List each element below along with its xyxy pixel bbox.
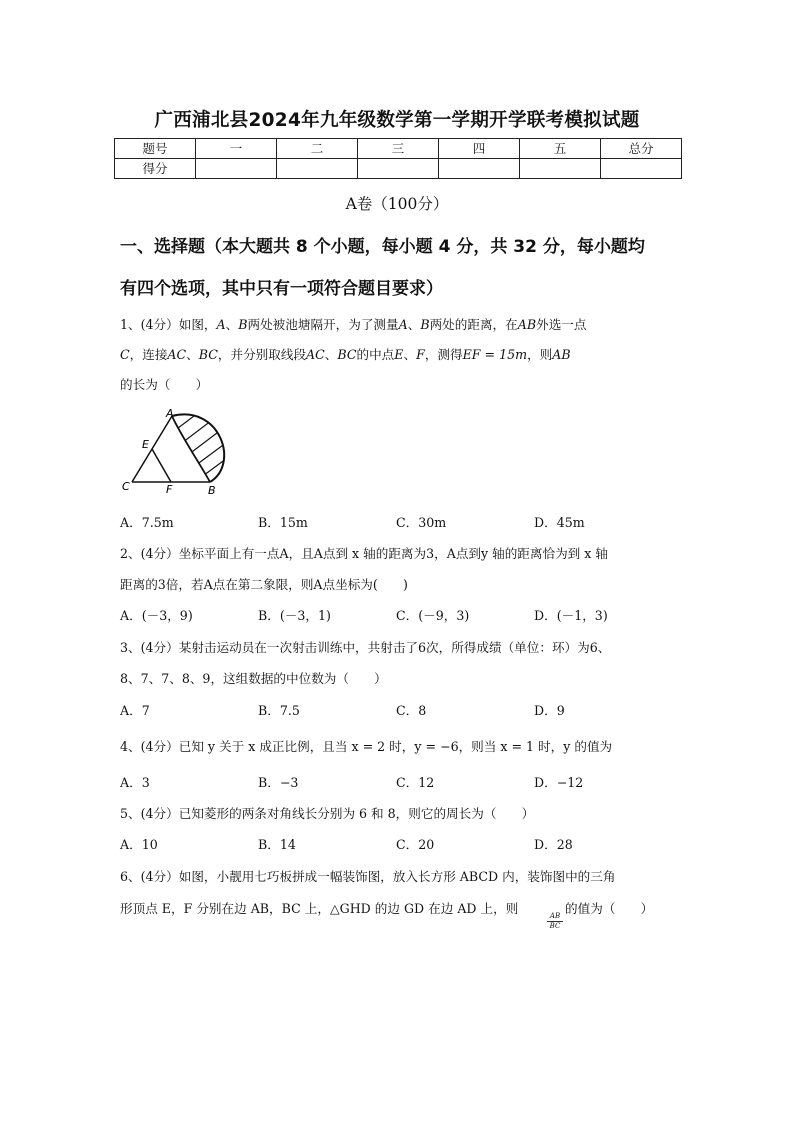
q1-var-A: A (398, 317, 408, 332)
q4-option-a[interactable]: A．3 (120, 775, 150, 790)
q5-option-d[interactable]: D．28 (534, 837, 573, 852)
score-header-cell: 四 (439, 139, 520, 159)
q2-line1: 2、(4分）坐标平面上有一点A，且A点到 x 轴的距离为3，A点到y 轴的距离恰为到 x 轴 (120, 546, 608, 561)
q1-text: 、 (403, 347, 417, 362)
score-header-cell: 一 (196, 139, 277, 159)
score-table (114, 138, 682, 179)
q5-option-b[interactable]: B．14 (258, 837, 296, 852)
q4-option-d[interactable]: D．−12 (534, 775, 584, 790)
q1-line1 (120, 314, 586, 333)
score-table-score-row (115, 159, 682, 179)
score-cell[interactable] (196, 159, 277, 179)
q1-var-AB: AB (517, 317, 537, 332)
q6-line2-end: 的值为（ ） (565, 901, 654, 916)
q1-var-A: A (216, 317, 226, 332)
score-row-label: 得分 (115, 159, 196, 179)
score-cell[interactable] (358, 159, 439, 179)
q6-fraction-numerator: AB (549, 912, 561, 920)
q1-text: 、 (324, 347, 338, 362)
q1-text: 、 (225, 317, 239, 332)
q1-text: 1、(4分）如图， (120, 317, 217, 332)
score-cell[interactable] (520, 159, 601, 179)
q1-text: 两处的距离，在 (429, 317, 518, 332)
q3-option-b[interactable]: B．7.5 (258, 703, 300, 718)
q5-line1: 5、(4分）已知菱形的两条对角线长分别为 6 和 8，则它的周长为（ ） (120, 806, 535, 821)
label-E: E (142, 438, 149, 451)
q1-text: 两处被池塘隔开，为了测量 (247, 317, 399, 332)
q4-option-b[interactable]: B．−3 (258, 775, 299, 790)
q1-var-AC: AC (306, 347, 325, 362)
q1-line3: 的长为（ ） (120, 377, 209, 392)
q1-option-c[interactable]: C．30m (396, 515, 447, 530)
q3-option-a[interactable]: A．7 (120, 703, 150, 718)
score-header-cell: 总分 (601, 139, 682, 159)
score-header-cell: 三 (358, 139, 439, 159)
q5-option-a[interactable]: A．10 (120, 837, 158, 852)
q1-figure (120, 404, 230, 496)
label-C: C (122, 480, 130, 493)
q4-line1: 4、(4分）已知 y 关于 x 成正比例，且当 x = 2 时，y = −6，则当 x = 1 时，y 的值为 (120, 739, 613, 754)
score-table-header-row (115, 139, 682, 159)
score-header-cell: 题号 (115, 139, 196, 159)
label-A: A (166, 407, 174, 420)
q3-option-d[interactable]: D．9 (534, 703, 565, 718)
q1-text: ，则 (527, 347, 553, 362)
score-cell[interactable] (277, 159, 358, 179)
q1-var-B: B (238, 317, 248, 332)
score-cell[interactable] (601, 159, 682, 179)
q1-line2 (120, 344, 571, 363)
q1-var-BC: BC (198, 347, 218, 362)
score-header-cell: 二 (277, 139, 358, 159)
q1-var-AC: AC (167, 347, 187, 362)
q1-measure: EF = 15m (462, 347, 528, 362)
q1-option-b[interactable]: B．15m (258, 515, 308, 530)
q5-option-c[interactable]: C．20 (396, 837, 435, 852)
q1-text: 外选一点 (536, 317, 587, 332)
q1-text: 、 (407, 317, 421, 332)
q1-var-E: E (394, 347, 404, 362)
q1-var-AB: AB (552, 347, 571, 362)
score-cell[interactable] (439, 159, 520, 179)
section-heading-line2: 有四个选项，其中只有一项符合题目要求） (120, 279, 443, 299)
q6-fraction (547, 912, 563, 931)
q1-option-d[interactable]: D．45m (534, 515, 585, 530)
q1-text: ，连接 (129, 347, 168, 362)
q3-line2: 8、7、7、8、9，这组数据的中位数为（ ） (120, 671, 387, 686)
q3-option-c[interactable]: C．8 (396, 703, 427, 718)
q6-line2: 形顶点 E，F 分别在边 AB，BC 上，△GHD 的边 GD 在边 AD 上，则 (120, 901, 519, 916)
segment-EF (152, 449, 171, 482)
q6-fraction-denominator: BC (547, 921, 563, 931)
pond-arc-outer (172, 414, 224, 482)
label-B: B (208, 484, 216, 496)
q2-option-b[interactable]: B．(－3，1) (258, 608, 331, 623)
q1-text: ，测得 (424, 347, 463, 362)
q4-option-c[interactable]: C．12 (396, 775, 435, 790)
q1-var-B: B (420, 317, 430, 332)
q2-option-a[interactable]: A．(－3，9) (120, 608, 193, 623)
volume-heading: A卷（100分） (345, 195, 449, 213)
page-title: 广西浦北县2024年九年级数学第一学期开学联考模拟试题 (154, 110, 640, 131)
label-F: F (166, 483, 173, 496)
q1-var-C: C (120, 347, 130, 362)
q3-line1: 3、(4分）某射击运动员在一次射击训练中，共射击了6次，所得成绩（单位：环）为6、 (120, 640, 611, 655)
q1-option-a[interactable]: A．7.5m (120, 515, 174, 530)
q1-var-BC: BC (337, 347, 357, 362)
q1-var-F: F (416, 347, 425, 362)
q1-text: ，并分别取线段 (217, 347, 307, 362)
q2-option-c[interactable]: C．(－9，3) (396, 608, 470, 623)
q2-option-d[interactable]: D．(－1，3) (534, 608, 608, 623)
q6-line1: 6、(4分）如图，小靓用七巧板拼成一幅装饰图，放入长方形 ABCD 内，装饰图中的三角 (120, 869, 616, 884)
section-heading-line1: 一、选择题（本大题共 8 个小题，每小题 4 分，共 32 分，每小题均 (120, 237, 645, 257)
score-header-cell: 五 (520, 139, 601, 159)
q1-text: 的中点 (356, 347, 395, 362)
q1-text: 、 (186, 347, 199, 362)
q2-line2: 距离的3倍，若A点在第二象限，则A点坐标为( ) (120, 577, 408, 592)
